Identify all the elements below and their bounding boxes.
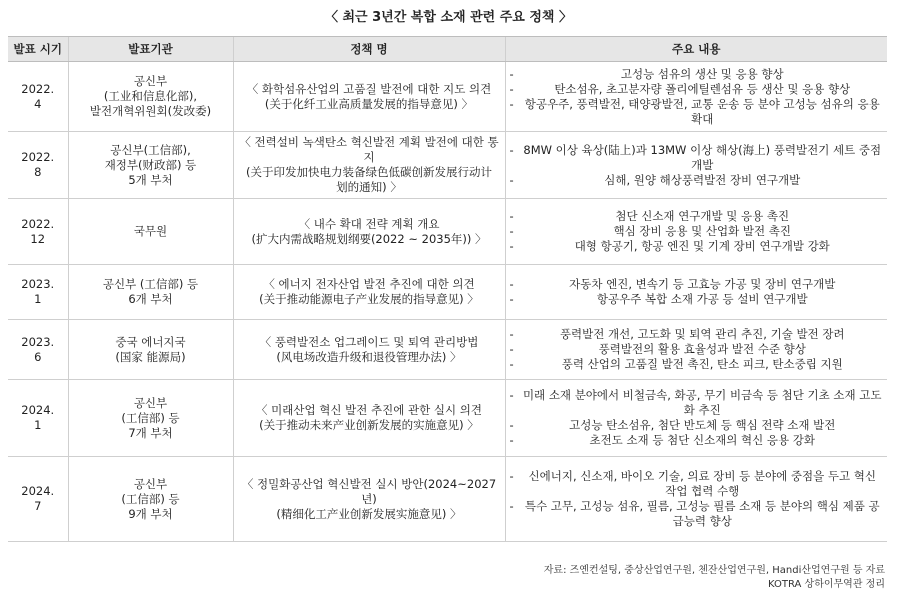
table-row <box>8 320 887 380</box>
content-text: 탄소섬유, 초고분자량 폴리에틸렌섬유 등 생산 및 응용 향상 <box>554 81 851 96</box>
dash-bullet: - <box>509 224 514 238</box>
dash-bullet: - <box>509 327 514 341</box>
source-line-1: 자료: 즈옌컨설팅, 중상산업연구원, 첸잔산업연구원, Handi산업연구원 등 자료 <box>543 565 885 576</box>
content-text: 풍력발전 개선, 고도화 및 퇴역 관리 추진, 기술 발전 장려 <box>559 327 845 341</box>
content-item <box>510 97 884 127</box>
cell-content <box>505 132 887 199</box>
header-content: 주요 내용 <box>505 37 887 62</box>
cell-org: 공신부 (工信部) 등 6개 부처 <box>68 265 233 320</box>
cell-when: 2022. 8 <box>8 132 68 199</box>
content-item <box>510 239 884 254</box>
content-text: 항공우주 복합 소재 가공 등 설비 연구개발 <box>596 292 808 306</box>
cell-content <box>505 320 887 380</box>
content-text: 초전도 소재 등 첨단 신소재의 혁신 응용 강화 <box>589 433 816 447</box>
policy-table <box>8 36 887 542</box>
dash-bullet: - <box>509 433 514 447</box>
header-policy: 정책 명 <box>233 37 505 62</box>
content-text: 심해, 원양 해상풍력발전 장비 연구개발 <box>604 172 801 187</box>
content-list <box>510 277 884 307</box>
content-item <box>510 433 884 448</box>
dash-bullet: - <box>509 277 514 291</box>
dash-bullet: - <box>509 388 514 402</box>
content-item <box>510 469 884 499</box>
content-list <box>510 388 884 448</box>
content-text: 특수 고무, 고성능 섬유, 필름, 고성능 필름 소재 등 분야의 핵심 제품 공급능력 향상 <box>524 499 880 528</box>
content-text: 자동차 엔진, 변속기 등 고효능 가공 및 장비 연구개발 <box>569 277 836 291</box>
source-note <box>544 564 885 592</box>
table-row <box>8 132 887 199</box>
content-text: 풍력 산업의 고품질 발전 촉진, 탄소 피크, 탄소중립 지원 <box>561 357 843 371</box>
content-text: 고성능 탄소섬유, 첨단 반도체 등 핵심 전략 소재 발전 <box>569 418 836 432</box>
dash-bullet: - <box>509 172 514 187</box>
cell-when: 2024. 1 <box>8 380 68 457</box>
content-item <box>510 357 884 372</box>
cell-org: 공신부(工信部), 재정부(财政部) 등 5개 부처 <box>68 132 233 199</box>
table-row <box>8 199 887 265</box>
cell-policy: 〈 화학섬유산업의 고품질 발전에 대한 지도 의견 (关于化纤工业高质量发展的指导意见) 〉 <box>233 62 505 132</box>
content-list <box>510 327 884 372</box>
content-item <box>510 499 884 529</box>
cell-content <box>505 380 887 457</box>
dash-bullet: - <box>509 469 514 483</box>
table-row <box>8 265 887 320</box>
cell-policy: 〈 에너지 전자산업 발전 추진에 대한 의견 (关于推动能源电子产业发展的指导意见) 〉 <box>233 265 505 320</box>
dash-bullet: - <box>509 81 514 96</box>
content-item <box>510 82 884 97</box>
cell-org: 중국 에너지국 (国家 能源局) <box>68 320 233 380</box>
content-item <box>510 327 884 342</box>
header-when: 발표 시기 <box>8 37 68 62</box>
content-item <box>510 418 884 433</box>
content-text: 핵심 장비 응용 및 산업화 발전 촉진 <box>613 224 791 238</box>
cell-when: 2022. 12 <box>8 199 68 265</box>
dash-bullet: - <box>509 142 514 157</box>
content-text: 풍력발전의 활용 효율성과 발전 수준 향상 <box>598 342 806 356</box>
content-text: 고성능 섬유의 생산 및 응용 향상 <box>620 66 784 81</box>
content-item <box>510 292 884 307</box>
cell-policy: 〈 미래산업 혁신 발전 추진에 관한 실시 의견 (关于推动未来产业创新发展的实施意见) 〉 <box>233 380 505 457</box>
dash-bullet: - <box>509 209 514 223</box>
table-title: 〈 최근 3년간 복합 소재 관련 주요 정책 〉 <box>324 10 573 25</box>
content-text: 첨단 신소재 연구개발 및 응용 촉진 <box>615 209 790 223</box>
cell-org: 공신부 (工业和信息化部), 발전개혁위원회(发改委) <box>68 62 233 132</box>
content-list <box>510 469 884 529</box>
header-org: 발표기관 <box>68 37 233 62</box>
cell-org: 국무원 <box>68 199 233 265</box>
content-item <box>510 143 884 173</box>
dash-bullet: - <box>509 292 514 306</box>
dash-bullet: - <box>509 499 514 513</box>
cell-content <box>505 62 887 132</box>
content-item <box>510 67 884 82</box>
cell-content <box>505 457 887 542</box>
table-body <box>8 62 887 542</box>
source-line-2: KOTRA 상하이무역관 정리 <box>767 579 885 590</box>
dash-bullet: - <box>509 66 514 81</box>
content-item <box>510 388 884 418</box>
cell-policy: 〈 정밀화공산업 혁신발전 실시 방안(2024~2027년) (精细化工产业创新发展实施意见) 〉 <box>233 457 505 542</box>
cell-content <box>505 199 887 265</box>
cell-when: 2023. 1 <box>8 265 68 320</box>
dash-bullet: - <box>509 239 514 253</box>
dash-bullet: - <box>509 418 514 432</box>
cell-policy: 〈 내수 확대 전략 계획 개요 (扩大内需战略规划纲要(2022 ~ 2035年)) 〉 <box>233 199 505 265</box>
content-text: 신에너지, 신소재, 바이오 기술, 의료 장비 등 분야에 중점을 두고 혁신 작업 협력 수행 <box>528 469 876 498</box>
cell-policy: 〈 풍력발전소 업그레이드 및 퇴역 관리방법 (风电场改造升级和退役管理办法) 〉 <box>233 320 505 380</box>
content-item <box>510 277 884 292</box>
content-list <box>510 67 884 127</box>
cell-org: 공신부 (工信部) 등 7개 부처 <box>68 380 233 457</box>
cell-content <box>505 265 887 320</box>
dash-bullet: - <box>509 342 514 356</box>
content-item <box>510 209 884 224</box>
cell-org: 공신부 (工信部) 등 9개 부처 <box>68 457 233 542</box>
content-text: 항공우주, 풍력발전, 태양광발전, 교통 운송 등 분야 고성능 섬유의 응용 확대 <box>524 96 880 126</box>
header-row <box>8 37 887 62</box>
cell-when: 2024. 7 <box>8 457 68 542</box>
content-text: 8MW 이상 육상(陆上)과 13MW 이상 해상(海上) 풍력발전기 세트 중점 개발 <box>523 142 882 172</box>
cell-when: 2023. 6 <box>8 320 68 380</box>
content-text: 대형 항공기, 항공 엔진 및 기계 장비 연구개발 강화 <box>574 239 830 253</box>
content-list <box>510 209 884 254</box>
content-item <box>510 224 884 239</box>
content-list <box>510 143 884 188</box>
table-row <box>8 62 887 132</box>
content-item <box>510 342 884 357</box>
table-row <box>8 380 887 457</box>
content-text: 미래 소재 분야에서 비철금속, 화공, 무기 비금속 등 첨단 기초 소재 고도화 추진 <box>522 388 882 417</box>
cell-policy: 〈 전력설비 녹색탄소 혁신발전 계획 발전에 대한 통지 (关于印发加快电力装备绿色低碳创新发展行动计 划的通知) 〉 <box>233 132 505 199</box>
table-row <box>8 457 887 542</box>
dash-bullet: - <box>509 96 514 111</box>
content-item <box>510 173 884 188</box>
cell-when: 2022. 4 <box>8 62 68 132</box>
dash-bullet: - <box>509 357 514 371</box>
